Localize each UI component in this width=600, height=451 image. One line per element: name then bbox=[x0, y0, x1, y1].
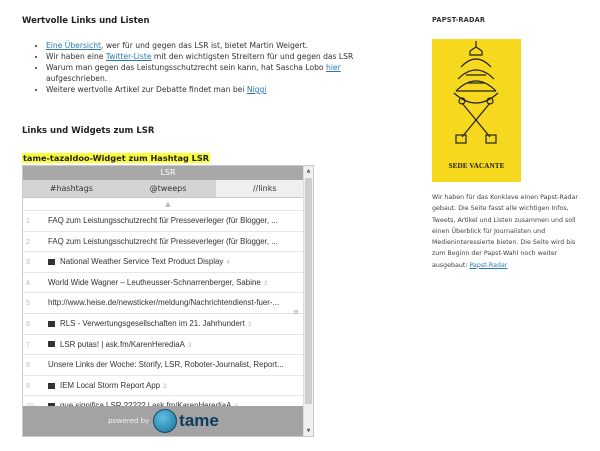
row-number: 5 bbox=[26, 300, 30, 308]
niggi-link[interactable]: Niggi bbox=[246, 85, 267, 94]
papst-radar-link[interactable]: Papst-Radar bbox=[469, 261, 508, 269]
tame-logo[interactable] bbox=[153, 409, 219, 433]
row-count: 4 bbox=[226, 259, 230, 267]
heading-links-lists: Wertvolle Links und Listen bbox=[22, 16, 150, 26]
row-link-text[interactable]: Unsere Links der Woche: Storify, LSR, Roboter-Journalist, Report... bbox=[48, 360, 284, 370]
tame-brand: tame bbox=[179, 411, 219, 430]
row-number: 3 bbox=[26, 259, 30, 267]
tab-tweeps[interactable]: @tweeps bbox=[149, 184, 187, 193]
list-item: • Weitere wertvolle Artikel zur Debatte findet man bei Niggi bbox=[46, 84, 396, 95]
rls-favicon-icon bbox=[48, 321, 55, 327]
scroll-down-icon[interactable]: ▼ bbox=[306, 428, 311, 434]
row-number: 1 bbox=[26, 218, 30, 225]
lobo-here-link[interactable]: hier bbox=[326, 63, 341, 72]
heading-widgets: Links und Widgets zum LSR bbox=[22, 126, 155, 136]
weather-favicon-icon bbox=[48, 259, 55, 265]
twitter-list-link[interactable]: Twitter-Liste bbox=[105, 52, 152, 61]
tame-widget bbox=[22, 165, 314, 437]
iem-favicon-icon bbox=[48, 383, 55, 389]
widget-link-row[interactable] bbox=[23, 292, 313, 313]
row-count: 3 bbox=[163, 382, 167, 390]
row-number: 6 bbox=[26, 320, 30, 328]
widget-link-row[interactable] bbox=[23, 272, 313, 293]
sidebar-heading: PAPST-RADAR bbox=[432, 16, 486, 24]
links-list bbox=[36, 40, 396, 95]
row-link-text[interactable]: LSR putas! | ask.fm/KarenHerediaA bbox=[60, 339, 185, 349]
tab-links[interactable]: //links bbox=[216, 180, 313, 197]
sede-vacante-poster[interactable] bbox=[432, 39, 521, 182]
widget-link-row[interactable] bbox=[23, 231, 313, 252]
list-up-arrow-icon[interactable]: ▲ bbox=[165, 200, 171, 208]
list-item: • Warum man gegen das Leistungsschutzrecht sein kann, hat Sascha Lobo hier aufgeschrieben. bbox=[46, 62, 396, 84]
tab-hashtags[interactable]: #hashtags bbox=[49, 184, 93, 193]
overview-link[interactable]: Eine Übersicht bbox=[46, 41, 102, 50]
scroll-up-icon[interactable]: ▲ bbox=[306, 168, 311, 174]
row-link-text[interactable]: IEM Local Storm Report App bbox=[60, 380, 160, 390]
poster-label: SEDE VACANTE bbox=[448, 161, 505, 170]
row-link-text[interactable]: National Weather Service Text Product Display bbox=[60, 257, 224, 267]
widget-link-row[interactable] bbox=[23, 375, 313, 396]
globe-icon bbox=[153, 409, 177, 433]
heading-tame-widget: tame-tazaldoo-Widget zum Hashtag LSR bbox=[23, 153, 210, 163]
widget-link-row[interactable] bbox=[23, 313, 313, 334]
row-number: 7 bbox=[26, 341, 30, 349]
row-number: 4 bbox=[26, 279, 30, 287]
list-item: • Eine Übersicht, wer für und gegen das LSR ist, bietet Martin Weigert. bbox=[46, 40, 396, 51]
sidebar-text: Wir haben für das Konklave einen Papst-Radar gebaut. Die Seite fasst alle wichtigen Infos, Tweets, Artikel und Listen zusammen und soll einen Überblick für Journalisten und Medieninteressierte bieten. Die Seite wird bis zum Beginn der Papst-Wahl noch weiter ausgebaut: Papst-Radar bbox=[432, 194, 579, 269]
row-number: 2 bbox=[26, 238, 30, 246]
row-count: 3 bbox=[187, 341, 192, 349]
widget-link-row[interactable] bbox=[23, 251, 313, 272]
widget-footer bbox=[23, 406, 304, 436]
row-link-text[interactable]: http://www.heise.de/newsticker/meldung/Nachrichtendienst-fuer-... bbox=[48, 298, 280, 308]
list-item: • Wir haben eine Twitter-Liste mit den wichtigsten Streitern für und gegen das LSR bbox=[46, 51, 396, 62]
widget-tabs bbox=[23, 180, 313, 198]
scroll-thumb[interactable] bbox=[305, 178, 312, 404]
row-link-text[interactable]: RLS - Verwertungsgesellschaften im 21. Jahrhundert bbox=[60, 318, 245, 328]
row-number: 8 bbox=[26, 362, 30, 370]
askfm-favicon-icon bbox=[48, 341, 55, 347]
row-link-text[interactable]: World Wide Wagner – Leutheusser-Schnarrenberger, Sabine bbox=[48, 277, 261, 287]
widget-link-list bbox=[23, 210, 313, 416]
row-count: 3 bbox=[247, 320, 252, 328]
widget-link-row[interactable] bbox=[23, 354, 313, 375]
widget-link-row[interactable] bbox=[23, 334, 313, 355]
row-number: 9 bbox=[26, 382, 30, 390]
widget-scrollbar[interactable] bbox=[303, 166, 313, 436]
grip-icon: ≡ bbox=[293, 308, 299, 316]
row-link-text[interactable]: FAQ zum Leistungsschutzrecht für Presseverleger (für Blogger, ... bbox=[48, 216, 278, 225]
row-count: 3 bbox=[263, 279, 268, 287]
row-link-text[interactable]: FAQ zum Leistungsschutzrecht für Presseverleger (für Blogger, ... bbox=[48, 236, 278, 246]
widget-link-row[interactable] bbox=[23, 210, 313, 231]
widget-title: LSR bbox=[23, 166, 313, 180]
powered-by-label: powered by bbox=[108, 417, 150, 425]
